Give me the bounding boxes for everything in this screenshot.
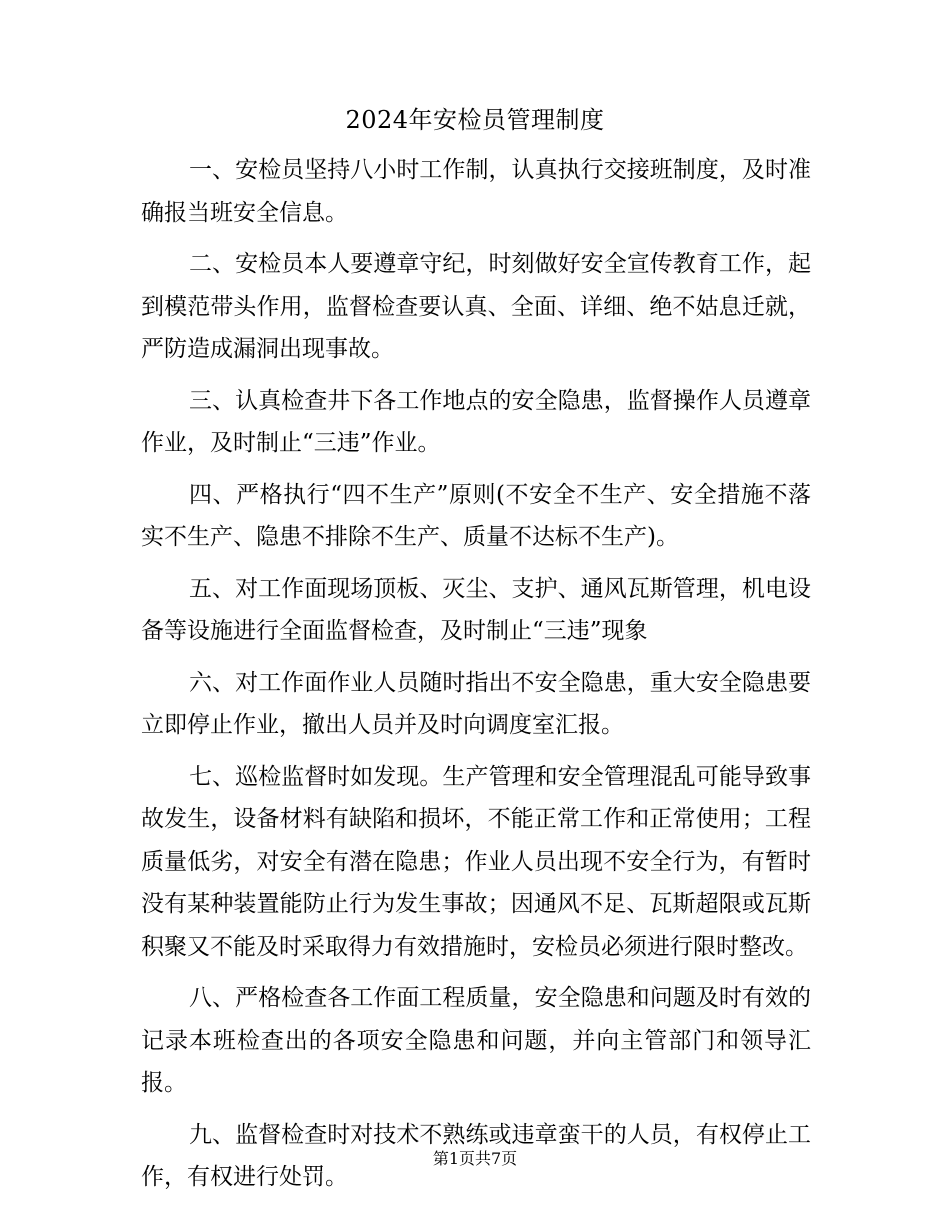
paragraph-4: 四、严格执行“四不生产”原则(不安全不生产、安全措施不落实不生产、隐患不排除不生产、质量不达标不生产)。 — [141, 481, 811, 550]
paragraph-1: 一、安检员坚持八小时工作制，认真执行交接班制度，及时准确报当班安全信息。 — [141, 157, 811, 226]
paragraph-8: 八、严格检查各工作面工程质量，安全隐患和问题及时有效的记录本班检查出的各项安全隐患和问题，并向主管部门和领导汇报。 — [141, 985, 811, 1096]
paragraph-5: 五、对工作面现场顶板、灭尘、支护、通风瓦斯管理，机电设备等设施进行全面监督检查，及时制止“三违”现象 — [141, 575, 811, 644]
paragraph-2: 二、安检员本人要遵章守纪，时刻做好安全宣传教育工作，起到模范带头作用，监督检查要认真、全面、详细、绝不姑息迁就，严防造成漏洞出现事故。 — [141, 251, 811, 362]
page-number-footer: 第1页共7页 — [432, 1149, 518, 1168]
paragraph-9: 九、监督检查时对技术不熟练或违章蛮干的人员，有权停止工作，有权进行处罚。 — [141, 1121, 811, 1190]
document-body — [141, 149, 811, 1208]
paragraph-6: 六、对工作面作业人员随时指出不安全隐患，重大安全隐患要立即停止作业，撤出人员并及时向调度室汇报。 — [141, 669, 811, 738]
paragraph-3: 三、认真检查井下各工作地点的安全隐患，监督操作人员遵章作业，及时制止“三违”作业。 — [141, 387, 811, 456]
document-title: 2024年安检员管理制度 — [345, 106, 605, 134]
paragraph-7: 七、巡检监督时如发现。生产管理和安全管理混乱可能导致事故发生，设备材料有缺陷和损坏，不能正常工作和正常使用；工程质量低劣，对安全有潜在隐患；作业人员出现不安全行为，有暂时没有某种装置能防止行为发生事故；因通风不足、瓦斯超限或瓦斯积聚又不能及时采取得力有效措施时，安检员必须进行限时整改。 — [141, 763, 811, 960]
